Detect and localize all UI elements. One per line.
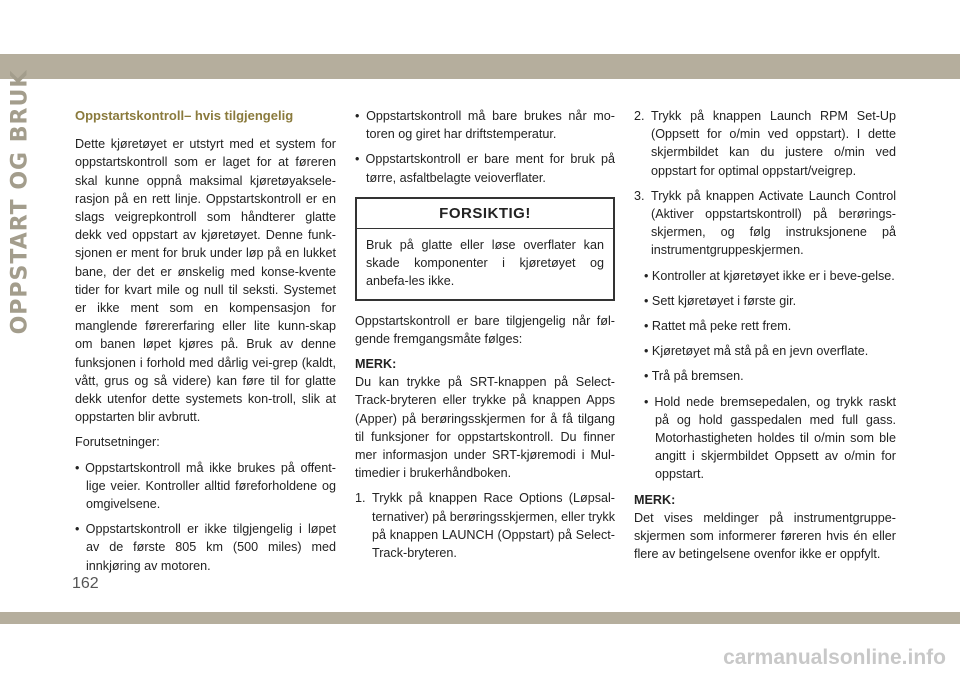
column-1: [75, 107, 336, 582]
list-item: • Kontroller at kjøretøyet ikke er i beve-gelse.: [644, 267, 896, 285]
list-item: • Kjøretøyet må stå på en jevn overflate.: [644, 342, 896, 360]
note-text: Det vises meldinger på instrumentgruppe-skjermen som informerer føreren hvis én eller flere av betingelsene ovenfor ikke er oppfylt.: [634, 510, 896, 562]
step-text: Trykk på knappen Launch RPM Set-Up (Oppsett for o/min ved oppstart). I dette skjermbildet kan du justere o/min ved oppstart for optimal oppstart/veigrep.: [651, 109, 896, 178]
page-number: 162: [72, 575, 99, 592]
numbered-step: [634, 107, 896, 180]
procedure-intro: Oppstartskontroll er bare tilgjengelig når føl-gende fremgangsmåte følges:: [355, 313, 615, 346]
list-item: • Oppstartskontroll er ikke tilgjengelig i løpet av de første 805 km (500 miles) med innkjøring av motoren.: [75, 520, 336, 575]
list-item: • Trå på bremsen.: [644, 367, 896, 385]
section-title: Oppstartskontroll– hvis tilgjengelig: [75, 108, 294, 123]
note-label: MERK:: [355, 357, 397, 372]
list-item: • Oppstartskontroll er bare ment for bruk på tørre, asfaltbelagte veioverflater.: [355, 150, 615, 186]
numbered-step: [355, 489, 615, 562]
list-item: • Hold nede bremsepedalen, og trykk raskt på og hold gasspedalen med full gass. Motorhastigheten holdes til o/min som ble angitt i skjermbildet Oppsett av o/min for oppstart.: [644, 393, 896, 484]
top-bar: [0, 54, 960, 79]
list-item: • Rattet må peke rett frem.: [644, 317, 896, 335]
prerequisites-label: Forutsetninger:: [75, 435, 160, 450]
caution-text: Bruk på glatte eller løse overflater kan skade komponenter i kjøretøyet og anbefa-les ikke.: [366, 238, 604, 289]
note-text: Du kan trykke på SRT-knappen på Select-Track-bryteren eller trykke på knappen Apps (Apper) på berøringsskjermen for å få tilgang til funksjoner for oppstartskontroll. Du finner mer informasjon under SRT-kjøremodi i Mul-timedier i brukerhåndboken.: [355, 375, 615, 481]
watermark: carmanualsonline.info: [723, 646, 946, 669]
bottom-bar: [0, 612, 960, 624]
step-text: Trykk på knappen Activate Launch Control (Aktiver oppstartskontroll) på berørings-skjermen, og følg instruksjonene på instrumentgruppeskjermen.: [651, 188, 896, 258]
step-number: 2.: [634, 109, 645, 123]
numbered-step: [634, 187, 896, 260]
column-3: [634, 107, 896, 570]
list-item: • Sett kjøretøyet i første gir.: [644, 292, 896, 310]
caution-title: FORSIKTIG!: [357, 199, 613, 229]
list-item: • Oppstartskontroll må bare brukes når mo-toren og giret har driftstemperatur.: [355, 107, 615, 143]
section-tab-label: OPPSTART OG BRUK: [7, 69, 33, 335]
list-item: • Oppstartskontroll må ikke brukes på offent-lige veier. Kontroller alltid føreforholdene og omgivelsene.: [75, 459, 336, 514]
column-2: [355, 107, 615, 569]
step-number: 3.: [634, 188, 645, 203]
step-number: 1.: [355, 491, 366, 506]
section-tab: [0, 69, 40, 335]
intro-paragraph: Dette kjøretøyet er utstyrt med et system for oppstartskontroll som er laget for at føreren skal kunne oppnå maksimal kjøretøyaksele-rasjon på en rett linje. Oppstartskontroll er en slags veigrepkontroll som håndterer glatte dekk ved oppstart av kjøretøyet. Denne funk-sjonen er ment for bruk under løp på en lukket bane, der det er ønskelig med konse-kvente tider for kvart mile og null til seksti. Systemet er ikke ment som en kompensasjon for manglende førererfaring eller lite kunn-skap om banen løpet kjøres på. Bruk av denne funksjonen i forhold med dårlig vei-grep (kaldt, vått, grus og så videre) kan føre til for glatte dekk utenfor dette systemets kon-troll, slik at oppstarten blir avbrutt.: [75, 137, 336, 425]
step-text: Trykk på knappen Race Options (Løpsal-ternativer) på berøringsskjermen, eller trykk på knappen LAUNCH (Oppstart) på Select-Track-bryteren.: [372, 491, 615, 561]
note-label: MERK:: [634, 492, 676, 507]
caution-box: [355, 197, 615, 301]
